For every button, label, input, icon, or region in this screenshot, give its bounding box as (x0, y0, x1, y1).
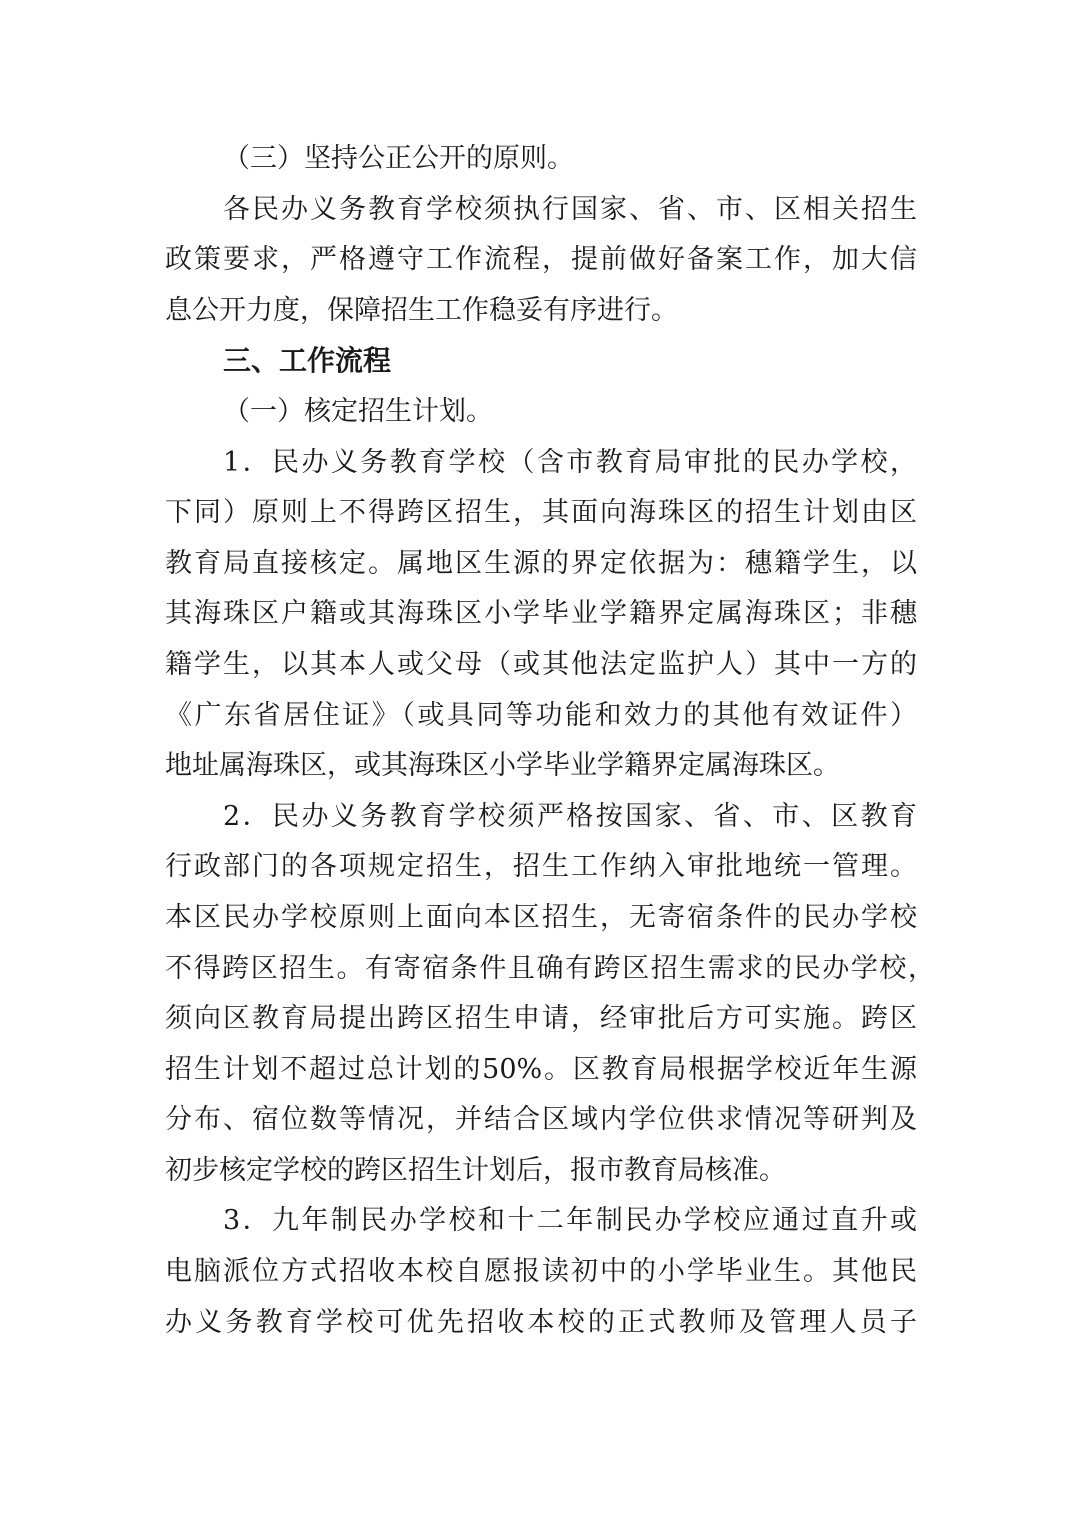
paragraph-line: 地址属海珠区，或其海珠区小学毕业学籍界定属海珠区。 (165, 750, 840, 782)
paragraph-line: 招生计划不超过总计划的50%。区教育局根据学校近年生源 (165, 1053, 917, 1085)
paragraph-line: 分布、宿位数等情况，并结合区域内学位供求情况等研判及 (165, 1104, 917, 1136)
paragraph-line: 政策要求，严格遵守工作流程，提前做好备案工作，加大信 (165, 244, 917, 276)
paragraph-line: 1．民办义务教育学校（含市教育局审批的民办学校， (223, 446, 917, 478)
paragraph-line: 不得跨区招生。有寄宿条件且确有跨区招生需求的民办学校， (165, 952, 935, 984)
section-principle-title: （三）坚持公正公开的原则。 (223, 143, 574, 174)
paragraph-line: 2．民办义务教育学校须严格按国家、省、市、区教育 (223, 800, 917, 832)
paragraph-line: 籍学生，以其本人或父母（或其他法定监护人）其中一方的 (165, 648, 917, 680)
paragraph-line: 下同）原则上不得跨区招生，其面向海珠区的招生计划由区 (165, 497, 917, 529)
paragraph-line: 各民办义务教育学校须执行国家、省、市、区相关招生 (223, 193, 917, 225)
subheading-plan: （一）核定招生计划。 (223, 395, 493, 427)
paragraph-line: 电脑派位方式招收本校自愿报读初中的小学毕业生。其他民 (165, 1256, 917, 1288)
paragraph-line: 行政部门的各项规定招生，招生工作纳入审批地统一管理。 (165, 851, 917, 883)
paragraph-line: 初步核定学校的跨区招生计划后，报市教育局核准。 (165, 1154, 786, 1186)
paragraph-line: 本区民办学校原则上面向本区招生，无寄宿条件的民办学校 (165, 901, 917, 933)
paragraph-line: 须向区教育局提出跨区招生申请，经审批后方可实施。跨区 (165, 1003, 917, 1035)
paragraph-line: 其海珠区户籍或其海珠区小学毕业学籍界定属海珠区；非穗 (165, 598, 917, 630)
heading-workflow: 三、工作流程 (223, 344, 392, 378)
paragraph-line: 《广东省居住证》（或具同等功能和效力的其他有效证件） (165, 699, 917, 731)
document-page (165, 134, 935, 1348)
paragraph-line: 息公开力度，保障招生工作稳妥有序进行。 (165, 294, 678, 326)
paragraph-line: 教育局直接核定。属地区生源的界定依据为：穗籍学生，以 (165, 547, 917, 579)
paragraph-line: 办义务教育学校可优先招收本校的正式教师及管理人员子 (165, 1306, 917, 1338)
paragraph-line: 3．九年制民办学校和十二年制民办学校应通过直升或 (223, 1205, 917, 1237)
